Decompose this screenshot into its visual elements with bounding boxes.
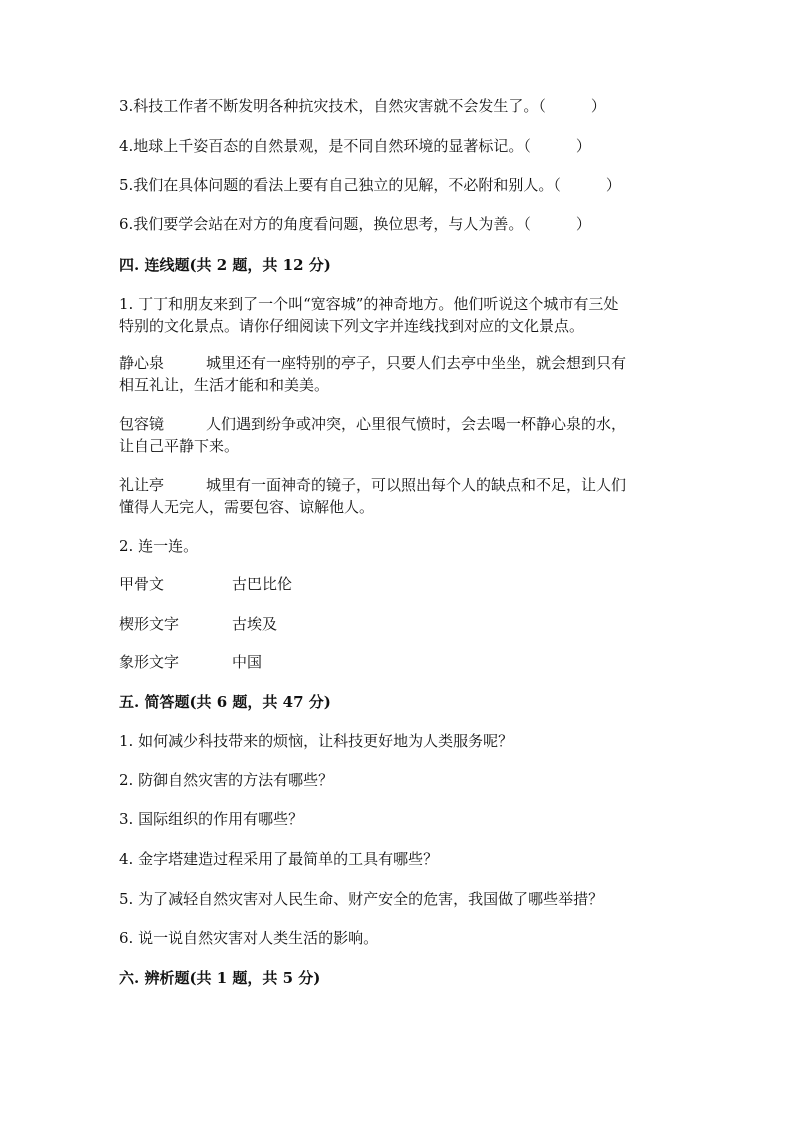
spot-name-1: 静心泉: [119, 354, 165, 372]
short-answer-q3: 3. 国际组织的作用有哪些？: [119, 810, 304, 828]
spot-name-3: 礼让亭: [119, 476, 165, 494]
pair-left-2: 楔形文字: [119, 615, 180, 633]
section-6-heading: 六. 辨析题(共 1 题，共 5 分): [119, 969, 321, 987]
pair-right-3: 中国: [232, 653, 263, 671]
tf-item-5: 5.我们在具体问题的看法上要有自己独立的见解，不必附和别人。（ ）: [119, 176, 621, 194]
spot-text-1-line1: 城里还有一座特别的亭子，只要人们去亭中坐坐，就会想到只有: [206, 354, 627, 372]
pair-left-3: 象形文字: [119, 653, 180, 671]
spot-name-2: 包容镜: [119, 415, 165, 433]
spot-text-1-line2: 相互礼让，生活才能和和美美。: [119, 376, 330, 394]
tf-item-6: 6.我们要学会站在对方的角度看问题，换位思考，与人为善。（ ）: [119, 215, 591, 233]
spot-text-3-line2: 懂得人无完人，需要包容、谅解他人。: [119, 498, 375, 516]
spot-text-2-line2: 让自己平静下来。: [119, 437, 240, 455]
matching-q1-line2: 特别的文化景点。请你仔细阅读下列文字并连线找到对应的文化景点。: [119, 317, 585, 335]
spot-text-3-line1: 城里有一面神奇的镜子，可以照出每个人的缺点和不足，让人们: [206, 476, 627, 494]
pair-left-1: 甲骨文: [119, 575, 165, 593]
matching-q1-line1: 1. 丁丁和朋友来到了一个叫“宽容城”的神奇地方。他们听说这个城市有三处: [119, 295, 619, 313]
matching-q2-title: 2. 连一连。: [119, 537, 199, 555]
section-5-heading: 五. 简答题(共 6 题，共 47 分): [119, 693, 331, 711]
short-answer-q1: 1. 如何减少科技带来的烦恼，让科技更好地为人类服务呢？: [119, 732, 514, 750]
pair-right-1: 古巴比伦: [232, 575, 293, 593]
spot-text-2-line1: 人们遇到纷争或冲突，心里很气愤时，会去喝一杯静心泉的水，: [206, 415, 627, 433]
tf-item-3: 3.科技工作者不断发明各种抗灾技术，自然灾害就不会发生了。（ ）: [119, 97, 606, 115]
short-answer-q6: 6. 说一说自然灾害对人类生活的影响。: [119, 929, 379, 947]
short-answer-q4: 4. 金字塔建造过程采用了最简单的工具有哪些？: [119, 850, 439, 868]
pair-right-2: 古埃及: [232, 615, 278, 633]
tf-item-4: 4.地球上千姿百态的自然景观，是不同自然环境的显著标记。（ ）: [119, 137, 591, 155]
short-answer-q5: 5. 为了减轻自然灾害对人民生命、财产安全的危害，我国做了哪些举措？: [119, 890, 604, 908]
section-4-heading: 四. 连线题(共 2 题，共 12 分): [119, 256, 331, 274]
short-answer-q2: 2. 防御自然灾害的方法有哪些？: [119, 771, 334, 789]
